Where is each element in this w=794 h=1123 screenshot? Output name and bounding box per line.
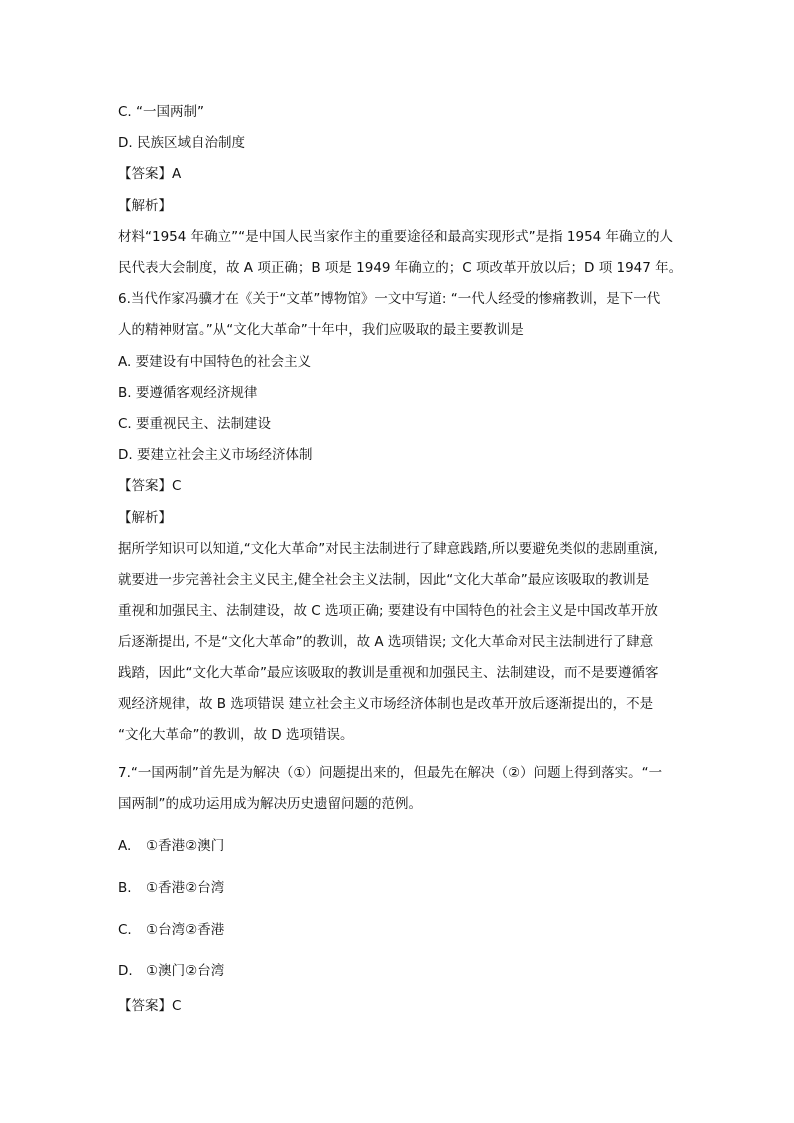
q6-analysis [118,534,678,751]
q6-analysis-line: 就要进一步完善社会主义民主,健全社会主义法制，因此“文化大革命”最应该吸取的教训是 [118,572,650,588]
q6-option-b: B. 要遵循客观经济规律 [118,385,258,401]
q6-analysis-line: 重视和加强民主、法制建设，故 C 选项正确; 要建设有中国特色的社会主义是中国改革开放 [118,603,658,619]
q7-option-text: ①香港②澳门 [146,838,225,854]
q5-option-d: D. 民族区域自治制度 [118,135,245,151]
q6-analysis-line: 观经济规律，故 B 选项错误 建立社会主义市场经济体制也是改革开放后逐渐提出的，不是 [118,696,654,712]
q6-analysis-line: “文化大革命”的教训，故 D 选项错误。 [118,727,354,743]
q5-analysis-line: 材料“1954 年确立”“是中国人民当家作主的重要途径和最高实现形式”是指 1954 年确立的人 [118,229,674,245]
q6-analysis-line: 后逐渐提出, 不是“文化大革命”的教训，故 A 选项错误; 文化大革命对民主法制进行了肆意 [118,634,654,650]
q7-option-label: A. [118,838,132,854]
q7-option-a [118,836,224,856]
q6-option-a: A. 要建设有中国特色的社会主义 [118,354,312,370]
q7-option-c [118,920,224,940]
q7-stem-line: 7.“一国两制”首先是为解决（①）问题提出来的，但最先在解决（②）问题上得到落实。“一 [118,765,663,781]
q6-option-c: C. 要重视民主、法制建设 [118,416,272,432]
q7-answer: 【答案】C [118,998,182,1014]
q7-option-b [118,878,224,898]
q6-stem-line: 人的精神财富。”从“文化大革命”十年中，我们应吸取的最主要教训是 [118,322,524,338]
q7-option-text: ①澳门②台湾 [146,963,225,979]
q7-option-label: B. [118,880,132,896]
q5-answer: 【答案】A [118,166,182,182]
q6-stem-line: 6.当代作家冯骥才在《关于“文革”博物馆》一文中写道: “一代人经受的惨痛教训，是下一代 [118,291,661,307]
q5-option-c: C. “一国两制” [118,104,204,120]
q5-analysis-line: 民代表大会制度，故 A 项正确；B 项是 1949 年确立的；C 项改革开放以后；D 项 1947 年。 [118,260,683,276]
q7-stem-line: 国两制”的成功运用成为解决历史遗留问题的范例。 [118,796,422,812]
q6-answer: 【答案】C [118,478,182,494]
q7-option-label: C. [118,922,132,938]
q7-option-label: D. [118,963,133,979]
q6-option-d: D. 要建立社会主义市场经济体制 [118,447,313,463]
q6-analysis-line: 据所学知识可以知道,“文化大革命”对民主法制进行了肆意践踏,所以要避免类似的悲剧重演, [118,541,658,557]
q6-analysis-line: 践踏，因此“文化大革命”最应该吸取的教训是重视和加强民主、法制建设，而不是要遵循客 [118,665,659,681]
q6-stem [118,284,678,346]
q7-option-d [118,961,224,981]
q7-option-text: ①台湾②香港 [146,922,225,938]
q7-stem [118,758,678,820]
q5-analysis [118,222,683,284]
q6-analysis-heading: 【解析】 [118,510,172,526]
q5-analysis-heading: 【解析】 [118,198,172,214]
q7-option-text: ①香港②台湾 [146,880,225,896]
